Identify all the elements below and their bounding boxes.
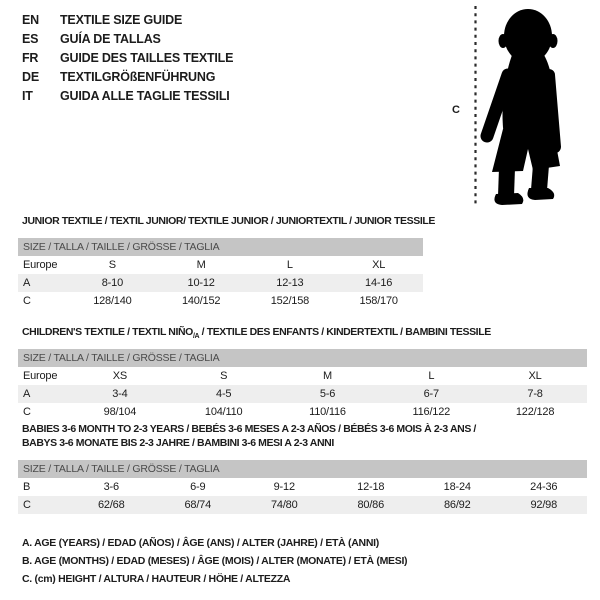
size-cell: S — [220, 370, 228, 382]
baby-silhouette-icon — [478, 5, 583, 205]
section-title-children-rest: / TEXTILE DES ENFANTS / KINDERTEXTIL / BAMBINI TESSILE — [199, 326, 491, 338]
size-cell: 80/86 — [357, 499, 385, 511]
size-cell: 158/170 — [359, 295, 398, 307]
height-measure-line — [474, 6, 477, 207]
size-cell: 104/110 — [204, 406, 243, 418]
size-cell: 9-12 — [273, 481, 295, 493]
row-label: A — [23, 388, 31, 400]
size-cell: 62/68 — [97, 499, 125, 511]
babies-size-table — [18, 460, 587, 514]
row-label: C — [23, 406, 31, 418]
height-measure-label: C — [452, 104, 460, 116]
size-cell: 128/140 — [93, 295, 132, 307]
language-row — [22, 86, 233, 105]
legend-notes — [22, 534, 407, 588]
legend-note-b: B. AGE (MONTHS) / EDAD (MESES) / ÂGE (MOIS) / ALTER (MONATE) / ETÀ (MESI) — [22, 555, 408, 567]
size-cell: 24-36 — [530, 481, 558, 493]
language-row — [22, 29, 233, 48]
language-row — [22, 48, 233, 67]
row-label: C — [23, 499, 31, 511]
table-row — [18, 496, 587, 514]
section-title-children — [22, 326, 491, 340]
section-title-babies-line2: BABYS 3-6 MONATE BIS 2-3 JAHRE / BAMBINI 3-6 MESI A 2-3 ANNI — [22, 436, 334, 449]
table-row — [18, 367, 587, 385]
section-title-children-sub: /A — [192, 333, 200, 341]
section-title-junior: JUNIOR TEXTILE / TEXTIL JUNIOR/ TEXTILE JUNIOR / JUNIORTEXTIL / JUNIOR TESSILE — [22, 215, 435, 227]
size-header-bar: SIZE / TALLA / TAILLE / GRÖSSE / TAGLIA — [18, 238, 423, 256]
language-row — [22, 10, 233, 29]
size-cell: 122/128 — [515, 406, 555, 418]
size-cell: 6-7 — [423, 388, 439, 400]
language-code: FR — [22, 50, 39, 65]
legend-note-a: A. AGE (YEARS) / EDAD (AÑOS) / ÂGE (ANS) / ALTER (JAHRE) / ETÀ (ANNI) — [22, 537, 379, 549]
table-row — [18, 292, 423, 310]
size-cell: 3-6 — [103, 481, 119, 493]
row-label: Europe — [23, 259, 58, 271]
size-cell: 5-6 — [319, 388, 336, 400]
size-header-bar: SIZE / TALLA / TAILLE / GRÖSSE / TAGLIA — [18, 460, 587, 478]
size-cell: 4-5 — [216, 388, 232, 400]
size-cell: 12-18 — [357, 481, 385, 493]
language-title: TEXTILE SIZE GUIDE — [60, 12, 183, 27]
language-list — [22, 10, 233, 105]
section-title-babies — [22, 423, 476, 450]
section-title-children-main: CHILDREN'S TEXTILE / TEXTIL NIÑO — [22, 326, 193, 338]
legend-note-c: C. (cm) HEIGHT / ALTURA / HAUTEUR / HÖHE / ALTEZZA — [22, 573, 291, 585]
size-cell: XS — [112, 370, 128, 382]
language-code: DE — [22, 69, 39, 84]
size-cell: 10-12 — [187, 277, 215, 289]
size-cell: L — [286, 259, 293, 271]
size-cell: 98/104 — [103, 406, 137, 418]
size-cell: 110/116 — [309, 406, 346, 418]
size-cell: L — [428, 370, 435, 382]
size-cell: 86/92 — [443, 499, 471, 511]
junior-size-table — [18, 238, 423, 310]
size-cell: XL — [372, 259, 386, 271]
language-title: GUÍA DE TALLAS — [60, 31, 161, 46]
row-label: A — [23, 277, 31, 289]
size-cell: M — [196, 259, 206, 271]
table-row — [18, 403, 587, 421]
size-cell: 14-16 — [365, 277, 393, 289]
size-cell: 18-24 — [443, 481, 471, 493]
language-title: TEXTILGRÖßENFÜHRUNG — [60, 69, 216, 84]
language-code: ES — [22, 31, 39, 46]
row-label: C — [23, 295, 31, 307]
size-cell: 7-8 — [527, 388, 543, 400]
row-label: B — [23, 481, 31, 493]
section-title-babies-line1: BABIES 3-6 MONTH TO 2-3 YEARS / BEBÉS 3-6 MESES A 2-3 AÑOS / BÉBÉS 3-6 MOIS À 2-3 ANS / — [22, 423, 476, 435]
size-cell: XL — [528, 370, 542, 382]
language-title: GUIDE DES TAILLES TEXTILE — [60, 50, 234, 65]
size-cell: 6-9 — [190, 481, 206, 493]
size-cell: 152/158 — [270, 295, 310, 307]
size-cell: M — [323, 370, 332, 382]
size-cell: 92/98 — [530, 499, 558, 511]
size-cell: 12-13 — [276, 277, 304, 289]
language-title: GUIDA ALLE TAGLIE TESSILI — [60, 88, 230, 103]
language-code: EN — [22, 12, 39, 27]
size-cell: 74/80 — [270, 499, 298, 511]
size-cell: 68/74 — [184, 499, 212, 511]
table-row — [18, 274, 423, 292]
table-row — [18, 385, 587, 403]
size-cell: 116/122 — [412, 406, 451, 418]
size-cell: 140/152 — [181, 295, 221, 307]
language-row — [22, 67, 233, 86]
row-label: Europe — [23, 370, 58, 382]
table-row — [18, 256, 423, 274]
size-cell: 8-10 — [101, 277, 123, 289]
language-code: IT — [22, 88, 33, 103]
size-cell: 3-4 — [112, 388, 128, 400]
size-cell: S — [108, 259, 116, 271]
children-size-table — [18, 349, 587, 421]
size-header-bar: SIZE / TALLA / TAILLE / GRÖSSE / TAGLIA — [18, 349, 587, 367]
table-row — [18, 478, 587, 496]
